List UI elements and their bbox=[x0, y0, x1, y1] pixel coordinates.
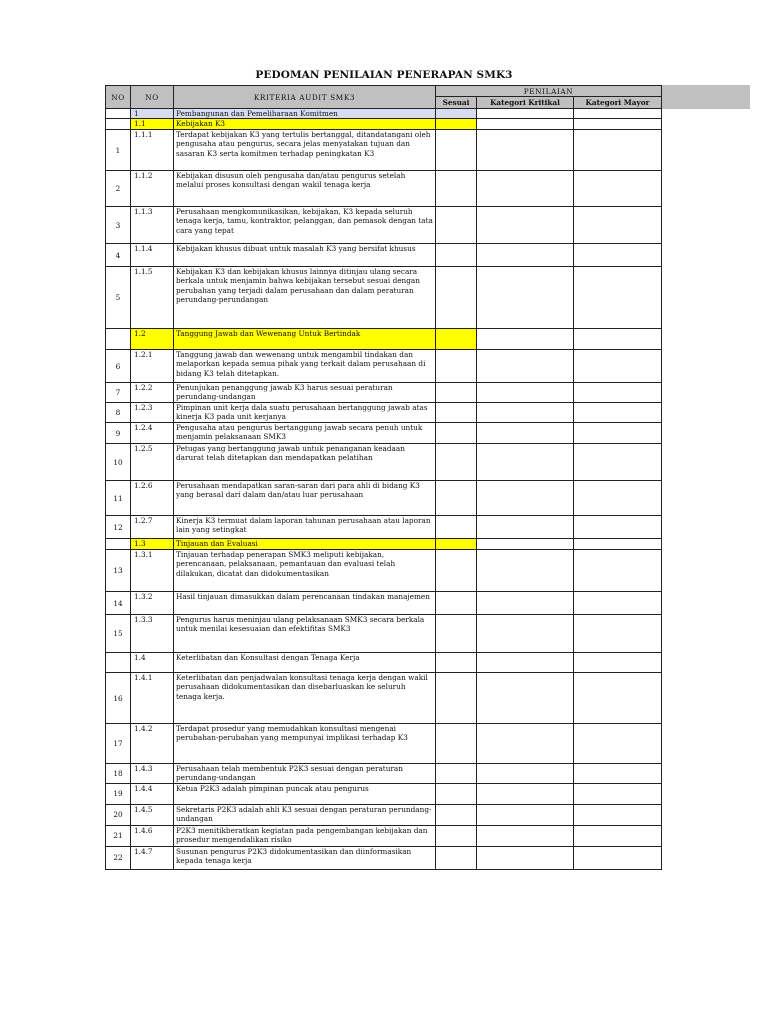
criteria-code: 1.1.3 bbox=[131, 207, 174, 244]
sesuai-cell[interactable] bbox=[436, 423, 477, 444]
criteria-code: 1.2.4 bbox=[131, 423, 174, 444]
row-number bbox=[106, 653, 131, 673]
criteria-row bbox=[106, 516, 662, 539]
row-number: 22 bbox=[106, 846, 131, 869]
sesuai-cell[interactable] bbox=[436, 130, 477, 171]
criteria-code: 1.1.4 bbox=[131, 244, 174, 267]
criteria-row bbox=[106, 423, 662, 444]
criteria-code: 1.4.3 bbox=[131, 764, 174, 783]
criteria-text: Tinjauan dan Evaluasi bbox=[174, 539, 436, 550]
criteria-code: 1.4.5 bbox=[131, 804, 174, 825]
criteria-text: Keterlibatan dan Konsultasi dengan Tenaga Kerja bbox=[174, 653, 436, 673]
criteria-code: 1.2.6 bbox=[131, 481, 174, 516]
criteria-row bbox=[106, 130, 662, 171]
mayor-cell[interactable] bbox=[574, 119, 662, 130]
criteria-text: Tanggung jawab dan wewenang untuk mengambil tindakan dan melaporkan kepada semua pihak yang terkait dalam perusahaan di bidang K3 telah ditetapkan. bbox=[174, 350, 436, 383]
criteria-code: 1.4.4 bbox=[131, 783, 174, 804]
criteria-text: Sekretaris P2K3 adalah ahli K3 sesuai dengan peraturan perundang-undangan bbox=[174, 804, 436, 825]
criteria-code: 1.3.1 bbox=[131, 550, 174, 592]
sesuai-cell[interactable] bbox=[436, 592, 477, 615]
criteria-row bbox=[106, 783, 662, 804]
kritikal-cell[interactable] bbox=[477, 825, 574, 846]
row-number: 13 bbox=[106, 550, 131, 592]
row-number: 3 bbox=[106, 207, 131, 244]
sesuai-cell[interactable] bbox=[436, 653, 477, 673]
mayor-cell[interactable] bbox=[574, 846, 662, 869]
criteria-text: Susunan pengurus P2K3 didokumentasikan dan diinformasikan kepada tenaga kerja bbox=[174, 846, 436, 869]
criteria-text: Penunjukan penanggung jawab K3 harus sesuai peraturan perundang-undangan bbox=[174, 383, 436, 403]
kritikal-cell[interactable] bbox=[477, 764, 574, 783]
criteria-text: Hasil tinjauan dimasukkan dalam perencanaan tindakan manajemen bbox=[174, 592, 436, 615]
row-number bbox=[106, 329, 131, 350]
sesuai-cell[interactable] bbox=[436, 825, 477, 846]
header-no-1: NO bbox=[106, 86, 131, 109]
criteria-text: Perusahaan telah membentuk P2K3 sesuai dengan peraturan perundang-undangan bbox=[174, 764, 436, 783]
section-row bbox=[106, 329, 662, 350]
criteria-text: Kebijakan disusun oleh pengusaha dan/atau pengurus setelah melalui proses konsultasi dengan wakil tenaga kerja bbox=[174, 171, 436, 207]
criteria-code: 1.4.7 bbox=[131, 846, 174, 869]
mayor-cell[interactable] bbox=[574, 171, 662, 207]
mayor-cell[interactable] bbox=[574, 615, 662, 653]
kritikal-cell[interactable] bbox=[477, 207, 574, 244]
row-number: 11 bbox=[106, 481, 131, 516]
criteria-code: 1.2.2 bbox=[131, 383, 174, 403]
criteria-code: 1 bbox=[131, 109, 174, 119]
header-penilaian: PENILAIAN bbox=[436, 86, 662, 97]
row-number: 12 bbox=[106, 516, 131, 539]
kritikal-cell[interactable] bbox=[477, 516, 574, 539]
row-number: 14 bbox=[106, 592, 131, 615]
criteria-code: 1.3.3 bbox=[131, 615, 174, 653]
criteria-row bbox=[106, 592, 662, 615]
kritikal-cell[interactable] bbox=[477, 244, 574, 267]
section-row bbox=[106, 119, 662, 130]
criteria-code: 1.2.5 bbox=[131, 444, 174, 481]
kritikal-cell[interactable] bbox=[477, 329, 574, 350]
kritikal-cell[interactable] bbox=[477, 724, 574, 764]
row-number: 19 bbox=[106, 783, 131, 804]
kritikal-cell[interactable] bbox=[477, 109, 574, 119]
mayor-cell[interactable] bbox=[574, 267, 662, 329]
sesuai-cell[interactable] bbox=[436, 673, 477, 724]
criteria-text: P2K3 menitikberatkan kegiatan pada pengembangan kebijakan dan prosedur mengendalikan risiko bbox=[174, 825, 436, 846]
kritikal-cell[interactable] bbox=[477, 653, 574, 673]
criteria-text: Pengurus harus meninjau ulang pelaksanaan SMK3 secara berkala untuk menilai kesesuaian dan efektifitas SMK3 bbox=[174, 615, 436, 653]
row-number: 15 bbox=[106, 615, 131, 653]
criteria-row bbox=[106, 481, 662, 516]
criteria-text: Kebijakan khusus dibuat untuk masalah K3 yang bersifat khusus bbox=[174, 244, 436, 267]
criteria-code: 1.3.2 bbox=[131, 592, 174, 615]
mayor-cell[interactable] bbox=[574, 653, 662, 673]
sesuai-cell[interactable] bbox=[436, 615, 477, 653]
criteria-text: Pembangunan dan Pemeliharaan Komitmen bbox=[174, 109, 436, 119]
mayor-cell[interactable] bbox=[574, 329, 662, 350]
criteria-row bbox=[106, 615, 662, 653]
sesuai-cell[interactable] bbox=[436, 516, 477, 539]
kritikal-cell[interactable] bbox=[477, 423, 574, 444]
kritikal-cell[interactable] bbox=[477, 403, 574, 423]
criteria-row bbox=[106, 825, 662, 846]
sesuai-cell[interactable] bbox=[436, 724, 477, 764]
row-number: 5 bbox=[106, 267, 131, 329]
row-number: 16 bbox=[106, 673, 131, 724]
row-number: 10 bbox=[106, 444, 131, 481]
audit-table bbox=[105, 85, 662, 870]
criteria-code: 1.1.2 bbox=[131, 171, 174, 207]
criteria-text: Tinjauan terhadap penerapan SMK3 meliputi kebijakan, perencanaan, pelaksanaan, pemantauan dan evaluasi telah dilakukan, dicatat dan didokumentasikan bbox=[174, 550, 436, 592]
sesuai-cell[interactable] bbox=[436, 804, 477, 825]
mayor-cell[interactable] bbox=[574, 550, 662, 592]
sesuai-cell[interactable] bbox=[436, 171, 477, 207]
criteria-code: 1.4.1 bbox=[131, 673, 174, 724]
page-title: PEDOMAN PENILAIAN PENERAPAN SMK3 bbox=[255, 69, 513, 81]
criteria-text: Pimpinan unit kerja dala suatu perusahaan bertanggung jawab atas kinerja K3 pada unit kerjanya bbox=[174, 403, 436, 423]
criteria-row bbox=[106, 724, 662, 764]
header-kategori-mayor: Kategori Mayor bbox=[574, 97, 662, 109]
kritikal-cell[interactable] bbox=[477, 550, 574, 592]
criteria-text: Kinerja K3 termuat dalam laporan tahunan perusahaan atau laporan lain yang setingkat bbox=[174, 516, 436, 539]
criteria-code: 1.4 bbox=[131, 653, 174, 673]
row-number: 2 bbox=[106, 171, 131, 207]
sesuai-cell[interactable] bbox=[436, 550, 477, 592]
criteria-code: 1.2 bbox=[131, 329, 174, 350]
sesuai-cell[interactable] bbox=[436, 119, 477, 130]
kritikal-cell[interactable] bbox=[477, 119, 574, 130]
kritikal-cell[interactable] bbox=[477, 615, 574, 653]
kritikal-cell[interactable] bbox=[477, 481, 574, 516]
mayor-cell[interactable] bbox=[574, 244, 662, 267]
criteria-code: 1.2.7 bbox=[131, 516, 174, 539]
section-row bbox=[106, 109, 662, 119]
sesuai-cell[interactable] bbox=[436, 207, 477, 244]
criteria-row bbox=[106, 267, 662, 329]
criteria-text: Keterlibatan dan penjadwalan konsultasi tenaga kerja dengan wakil perusahaan didokumentasikan dan disebarluaskan ke seluruh tenaga kerja. bbox=[174, 673, 436, 724]
sesuai-cell[interactable] bbox=[436, 244, 477, 267]
sesuai-cell[interactable] bbox=[436, 109, 477, 119]
criteria-code: 1.3 bbox=[131, 539, 174, 550]
header-sesuai: Sesuai bbox=[436, 97, 477, 109]
criteria-row bbox=[106, 444, 662, 481]
kritikal-cell[interactable] bbox=[477, 350, 574, 383]
mayor-cell[interactable] bbox=[574, 350, 662, 383]
row-number: 18 bbox=[106, 764, 131, 783]
row-number: 1 bbox=[106, 130, 131, 171]
sesuai-cell[interactable] bbox=[436, 764, 477, 783]
row-number: 6 bbox=[106, 350, 131, 383]
row-number bbox=[106, 539, 131, 550]
criteria-code: 1.1 bbox=[131, 119, 174, 130]
sesuai-cell[interactable] bbox=[436, 539, 477, 550]
criteria-row bbox=[106, 804, 662, 825]
mayor-cell[interactable] bbox=[574, 444, 662, 481]
criteria-code: 1.1.1 bbox=[131, 130, 174, 171]
kritikal-cell[interactable] bbox=[477, 673, 574, 724]
header-no-2: NO bbox=[131, 86, 174, 109]
mayor-cell[interactable] bbox=[574, 764, 662, 783]
criteria-text: Terdapat prosedur yang memudahkan konsultasi mengenai perubahan-perubahan yang mempunyai implikasi terhadap K3 bbox=[174, 724, 436, 764]
kritikal-cell[interactable] bbox=[477, 171, 574, 207]
row-number: 20 bbox=[106, 804, 131, 825]
mayor-cell[interactable] bbox=[574, 539, 662, 550]
mayor-cell[interactable] bbox=[574, 724, 662, 764]
criteria-text: Petugas yang bertanggung jawab untuk penanganan keadaan darurat telah ditetapkan dan mendapatkan pelatihan bbox=[174, 444, 436, 481]
criteria-text: Tanggung Jawab dan Wewenang Untuk Bertindak bbox=[174, 329, 436, 350]
mayor-cell[interactable] bbox=[574, 383, 662, 403]
row-number: 8 bbox=[106, 403, 131, 423]
sesuai-cell[interactable] bbox=[436, 267, 477, 329]
row-number: 17 bbox=[106, 724, 131, 764]
kritikal-cell[interactable] bbox=[477, 383, 574, 403]
mayor-cell[interactable] bbox=[574, 130, 662, 171]
kritikal-cell[interactable] bbox=[477, 783, 574, 804]
kritikal-cell[interactable] bbox=[477, 267, 574, 329]
criteria-text: Perusahaan mengkomunikasikan, kebijakan, K3 kepada seluruh tenaga kerja, tamu, kontraktor, pelanggan, dan pemasok dengan tata cara yang tepat bbox=[174, 207, 436, 244]
mayor-cell[interactable] bbox=[574, 403, 662, 423]
sesuai-cell[interactable] bbox=[436, 846, 477, 869]
row-number: 4 bbox=[106, 244, 131, 267]
sesuai-cell[interactable] bbox=[436, 481, 477, 516]
sesuai-cell[interactable] bbox=[436, 444, 477, 481]
audit-table-body bbox=[106, 109, 662, 870]
criteria-code: 1.1.5 bbox=[131, 267, 174, 329]
criteria-row bbox=[106, 383, 662, 403]
section-row bbox=[106, 539, 662, 550]
row-number: 7 bbox=[106, 383, 131, 403]
sesuai-cell[interactable] bbox=[436, 329, 477, 350]
row-number bbox=[106, 119, 131, 130]
criteria-row bbox=[106, 171, 662, 207]
mayor-cell[interactable] bbox=[574, 825, 662, 846]
sesuai-cell[interactable] bbox=[436, 403, 477, 423]
criteria-text: Ketua P2K3 adalah pimpinan puncak atau pengurus bbox=[174, 783, 436, 804]
sesuai-cell[interactable] bbox=[436, 783, 477, 804]
kritikal-cell[interactable] bbox=[477, 804, 574, 825]
criteria-text: Kebijakan K3 bbox=[174, 119, 436, 130]
criteria-text: Terdapat kebijakan K3 yang tertulis bertanggal, ditandatangani oleh pengusaha atau pengurus, secara jelas menyatakan tujuan dan sasaran K3 serta komitmen terhadap peningkatan K3 bbox=[174, 130, 436, 171]
row-number bbox=[106, 109, 131, 119]
mayor-cell[interactable] bbox=[574, 109, 662, 119]
criteria-row bbox=[106, 846, 662, 869]
mayor-cell[interactable] bbox=[574, 673, 662, 724]
criteria-row bbox=[106, 244, 662, 267]
header-shading bbox=[661, 85, 750, 109]
mayor-cell[interactable] bbox=[574, 481, 662, 516]
kritikal-cell[interactable] bbox=[477, 592, 574, 615]
criteria-code: 1.2.1 bbox=[131, 350, 174, 383]
row-number: 9 bbox=[106, 423, 131, 444]
header-criteria: KRITERIA AUDIT SMK3 bbox=[174, 86, 436, 109]
criteria-row bbox=[106, 550, 662, 592]
kritikal-cell[interactable] bbox=[477, 846, 574, 869]
criteria-text: Kebijakan K3 dan kebijakan khusus lainnya ditinjau ulang secara berkala untuk menjamin bahwa kebijakan tersebut sesuai dengan perubahan yang terjadi dalam perusahaan dan dalam peraturan perundang-perundangan bbox=[174, 267, 436, 329]
sesuai-cell[interactable] bbox=[436, 350, 477, 383]
criteria-row bbox=[106, 673, 662, 724]
kritikal-cell[interactable] bbox=[477, 539, 574, 550]
mayor-cell[interactable] bbox=[574, 592, 662, 615]
criteria-code: 1.4.6 bbox=[131, 825, 174, 846]
header-kategori-kritikal: Kategori Kritikal bbox=[477, 97, 574, 109]
mayor-cell[interactable] bbox=[574, 783, 662, 804]
criteria-row bbox=[106, 207, 662, 244]
section-row bbox=[106, 653, 662, 673]
criteria-code: 1.2.3 bbox=[131, 403, 174, 423]
mayor-cell[interactable] bbox=[574, 207, 662, 244]
criteria-text: Pengusaha atau pengurus bertanggung jawab secara penuh untuk menjamin pelaksanaan SMK3 bbox=[174, 423, 436, 444]
criteria-row bbox=[106, 403, 662, 423]
criteria-row bbox=[106, 350, 662, 383]
mayor-cell[interactable] bbox=[574, 804, 662, 825]
kritikal-cell[interactable] bbox=[477, 444, 574, 481]
mayor-cell[interactable] bbox=[574, 423, 662, 444]
kritikal-cell[interactable] bbox=[477, 130, 574, 171]
criteria-text: Perusahaan mendapatkan saran-saran dari para ahli di bidang K3 yang berasal dari dalam dan/atau luar perusahaan bbox=[174, 481, 436, 516]
mayor-cell[interactable] bbox=[574, 516, 662, 539]
criteria-code: 1.4.2 bbox=[131, 724, 174, 764]
sesuai-cell[interactable] bbox=[436, 383, 477, 403]
row-number: 21 bbox=[106, 825, 131, 846]
criteria-row bbox=[106, 764, 662, 783]
